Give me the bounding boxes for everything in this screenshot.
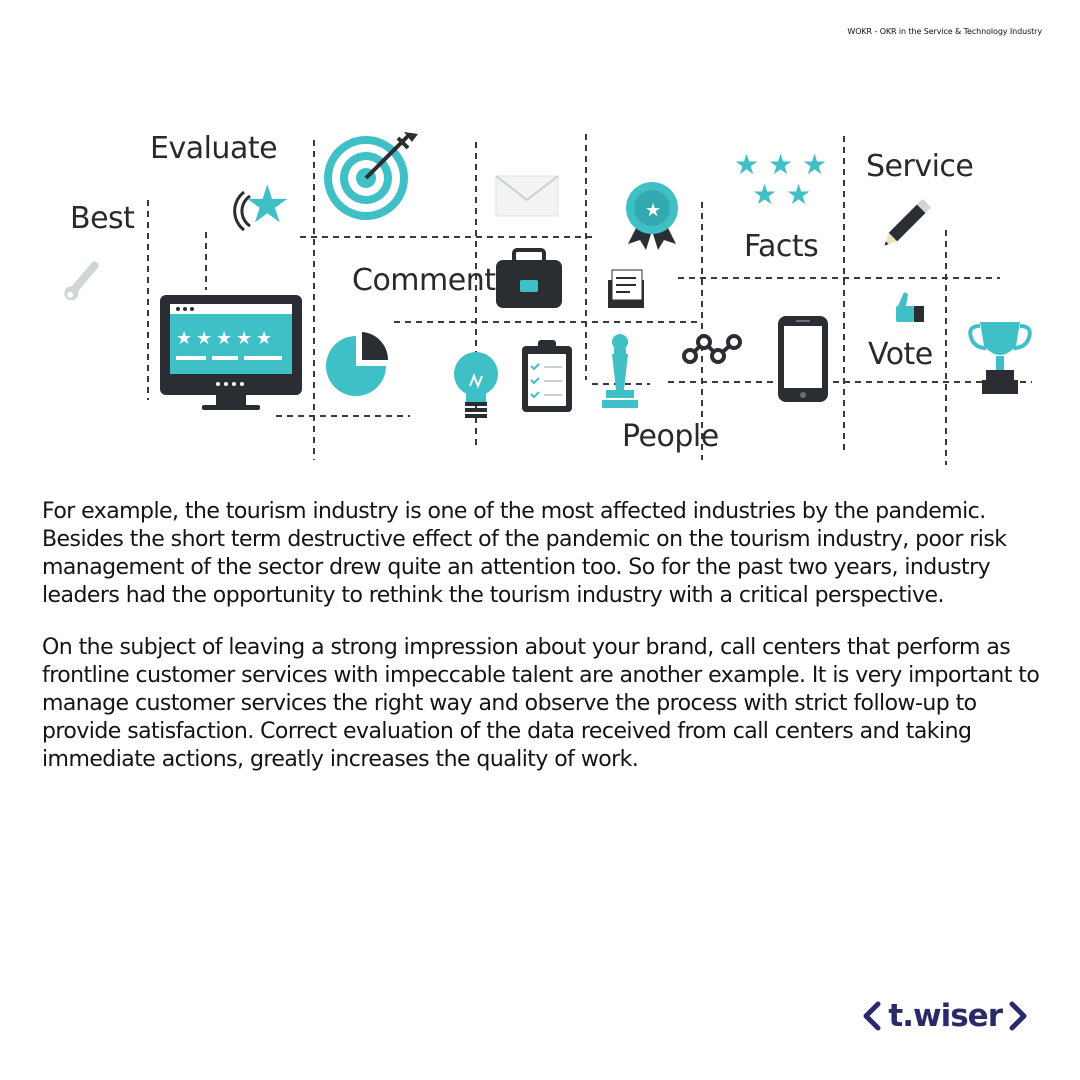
word-best: Best (70, 201, 135, 236)
word-evaluate: Evaluate (150, 131, 278, 166)
network-icon (684, 336, 740, 362)
star-signal-icon (235, 175, 291, 235)
brand-logo (860, 996, 1030, 1036)
word-people: People (622, 419, 719, 454)
clipboard-icon (522, 340, 572, 412)
pie-chart-icon (326, 332, 388, 396)
thumbs-up-icon (896, 292, 924, 322)
svg-text:★: ★ (256, 328, 273, 349)
svg-text:★: ★ (196, 328, 213, 349)
monitor-rating-icon (160, 295, 302, 410)
paragraph-call-centers: On the subject of leaving a strong impression about your brand, call centers that perform as frontline customer services with impeccable talent are another example. It is very important to manage customer services the right way and observe the process with strict follow-up to provide satisfaction. Correct evaluation of the data received from call centers and taking immediate actions, greatly increases the quality of work. (42, 635, 1040, 772)
svg-text:★: ★ (752, 178, 778, 211)
svg-text:★: ★ (802, 148, 828, 181)
svg-text:★: ★ (236, 328, 253, 349)
svg-text:★: ★ (645, 200, 662, 221)
chat-icon (608, 270, 644, 308)
body-text (42, 498, 1042, 798)
brand-wordmark: t.wiser (888, 998, 1002, 1034)
stars-icon (734, 148, 827, 211)
word-service: Service (866, 149, 974, 184)
envelope-icon (496, 176, 558, 216)
illustration-svg (0, 120, 1080, 480)
svg-text:★: ★ (768, 148, 794, 181)
trophy-icon (970, 322, 1030, 394)
chevron-right-icon (1006, 1000, 1030, 1032)
lightbulb-icon (454, 352, 498, 418)
chess-pawn-icon (602, 334, 638, 408)
chevron-left-icon (860, 1000, 884, 1032)
svg-text:★: ★ (216, 328, 233, 349)
hero-illustration (0, 120, 1080, 480)
svg-text:★: ★ (734, 148, 760, 181)
svg-text:★: ★ (176, 328, 193, 349)
target-icon (324, 132, 418, 220)
word-comment: Comment (352, 263, 496, 298)
briefcase-icon (496, 250, 562, 308)
header-caption: WOKR - OKR in the Service & Technology Industry (847, 27, 1042, 36)
paragraph-tourism: For example, the tourism industry is one of the most affected industries by the pandemic. Besides the short term destructive effect of the pandemic on the tourism industry, poor risk management of the sector drew quite an attention too. So for the past two years, industry leaders had the opportunity to rethink the tourism industry with a critical perspective. (42, 499, 1007, 608)
word-vote: Vote (868, 337, 933, 372)
wrench-icon (61, 258, 102, 303)
svg-text:★: ★ (244, 175, 291, 235)
smartphone-icon (778, 316, 828, 402)
svg-text:★: ★ (786, 178, 812, 211)
word-facts: Facts (744, 229, 819, 264)
award-badge-icon (626, 182, 678, 250)
pencil-icon (880, 199, 931, 250)
